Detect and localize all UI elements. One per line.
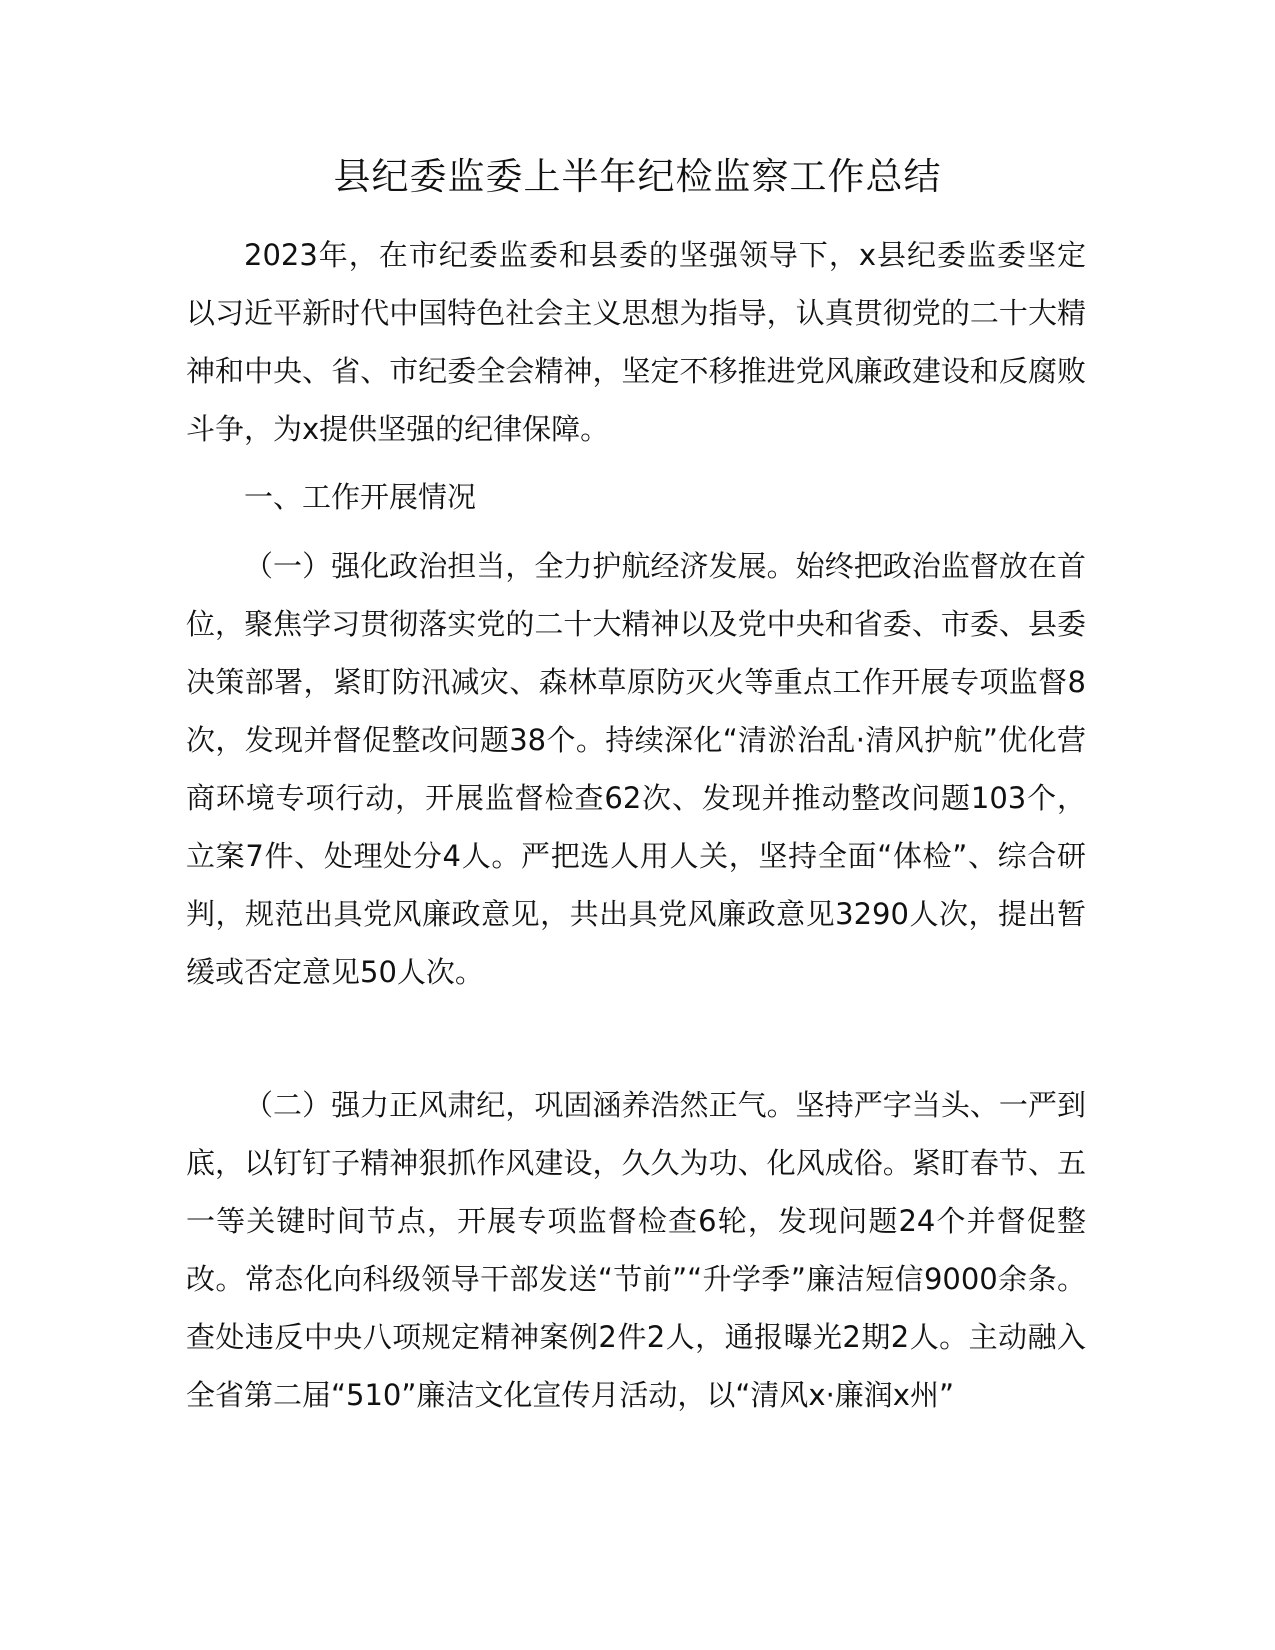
paragraph-political-responsibility: （一）强化政治担当，全力护航经济发展。始终把政治监督放在首位，聚焦学习贯彻落实党的二十大精神以及党中央和省委、市委、县委决策部署，紧盯防汛减灾、森林草原防灭火等重点工作开展专项监督8次，发现并督促整改问题38个。持续深化“清淤治乱·清风护航”优化营商环境专项行动，开展监督检查62次、发现并推动整改问题103个，立案7件、处理处分4人。严把选人用人关，坚持全面“体检”、综合研判，规范出具党风廉政意见，共出具党风廉政意见3290人次，提出暂缓或否定意见50人次。: [186, 549, 1086, 989]
intro-paragraph: 2023年，在市纪委监委和县委的坚强领导下，x县纪委监委坚定以习近平新时代中国特色社会主义思想为指导，认真贯彻党的二十大精神和中央、省、市纪委全会精神，坚定不移推进党风廉政建设和反腐败斗争，为x提供坚强的纪律保障。: [186, 238, 1086, 446]
section-heading: 一、工作开展情况: [244, 480, 477, 514]
paragraph-discipline-rectification: （二）强力正风肃纪，巩固涵养浩然正气。坚持严字当头、一严到底，以钉钉子精神狠抓作风建设，久久为功、化风成俗。紧盯春节、五一等关键时间节点，开展专项监督检查6轮，发现问题24个并督促整改。常态化向科级领导干部发送“节前”“升学季”廉洁短信9000余条。查处违反中央八项规定精神案例2件2人，通报曝光2期2人。主动融入全省第二届“510”廉洁文化宣传月活动，以“清风x·廉润x州”: [186, 1088, 1086, 1412]
document-title: 县纪委监委上半年纪检监察工作总结: [333, 155, 942, 198]
